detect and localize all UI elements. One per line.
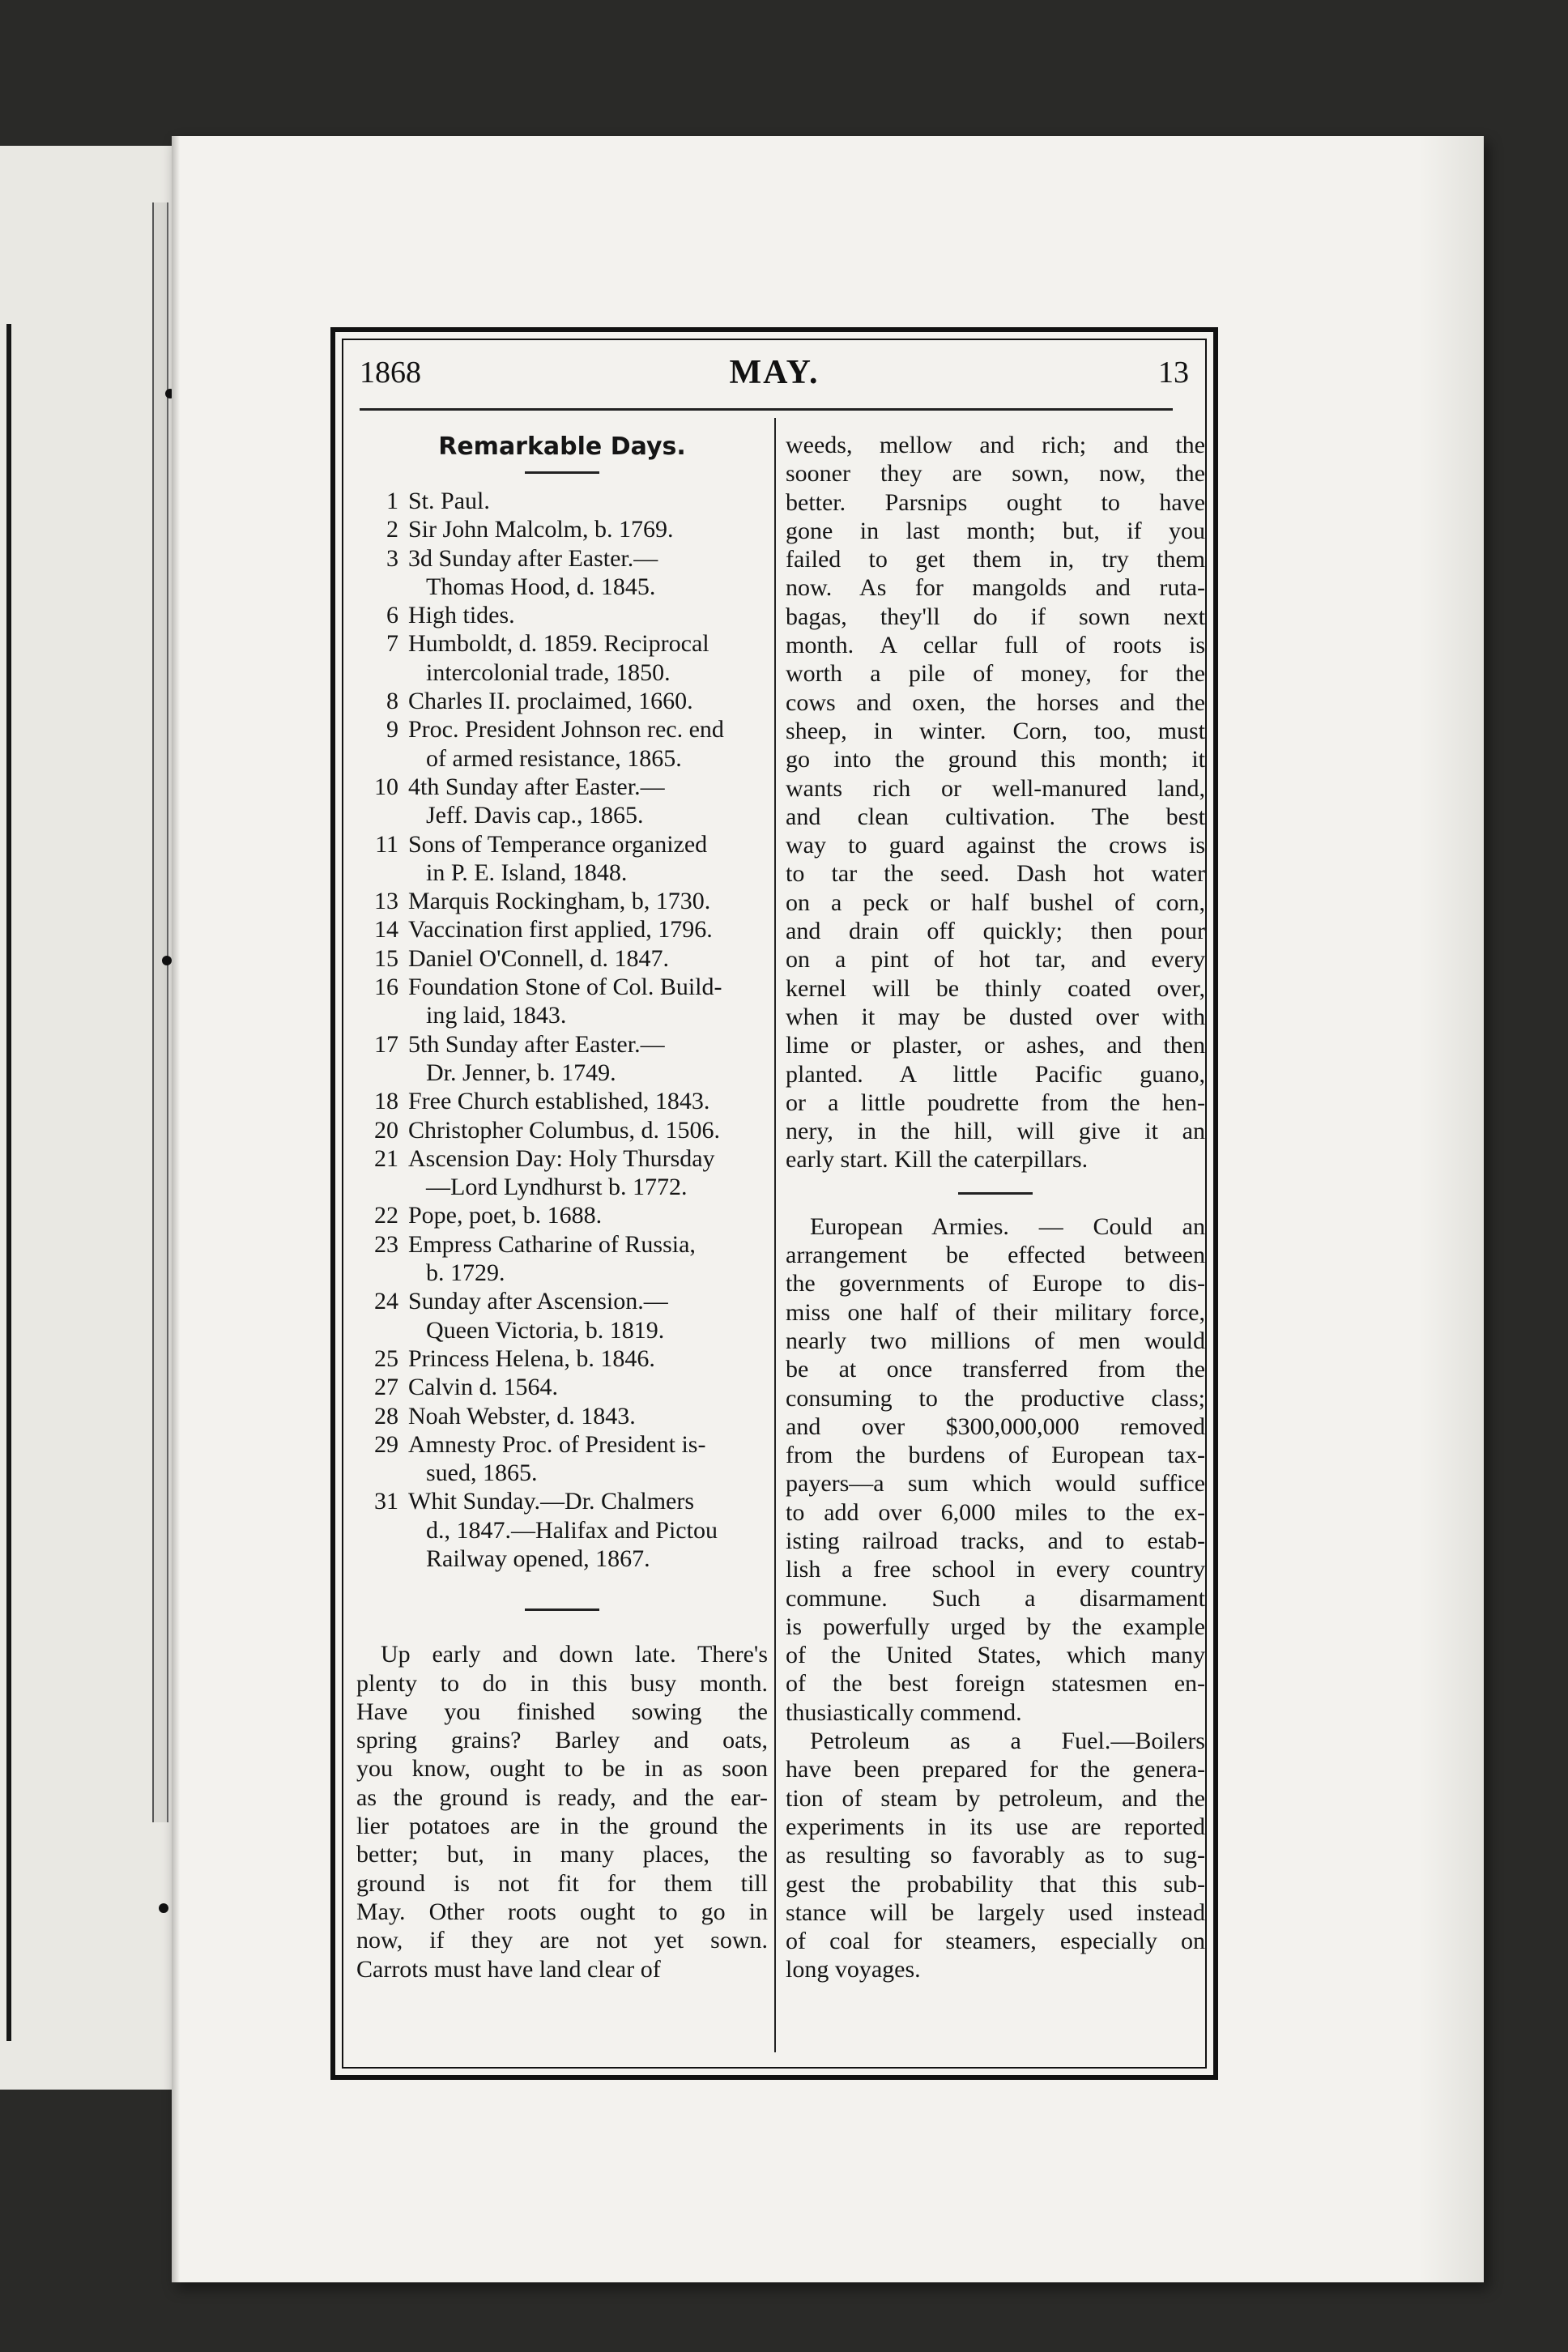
right-column	[786, 431, 1205, 1984]
text-line: early start. Kill the caterpillars.	[786, 1146, 1089, 1174]
day-event	[408, 1487, 768, 1573]
day-number: 21	[374, 1144, 398, 1172]
day-number: 15	[374, 944, 398, 972]
text-line: better; but, in many places, the	[356, 1841, 768, 1868]
text-line: isting railroad tracks, and to estab-	[786, 1527, 1205, 1554]
text-line: be at once transferred from the	[786, 1356, 1205, 1383]
header-rule	[360, 408, 1173, 411]
day-event	[408, 1402, 768, 1430]
day-event	[408, 1144, 768, 1202]
remarkable-day-entry	[356, 1201, 768, 1229]
day-event-line: Pope, poet, b. 1688.	[408, 1202, 603, 1229]
text-line: and over $300,000,000 removed	[786, 1412, 1205, 1440]
remarkable-days-title: Remarkable Days.	[438, 432, 686, 461]
day-event-line: Noah Webster, d. 1843.	[408, 1402, 636, 1430]
day-event	[408, 830, 768, 888]
remarkable-day-entry	[356, 487, 768, 515]
day-number: 10	[374, 773, 398, 800]
text-frame-inner-border	[342, 339, 1207, 2069]
day-event	[408, 1030, 768, 1088]
day-event-line: Charles II. proclaimed, 1660.	[408, 688, 693, 715]
text-line: planted. A little Pacific guano,	[786, 1060, 1205, 1088]
remarkable-day-entry	[356, 830, 768, 888]
remarkable-days-list	[356, 487, 768, 1573]
day-event-line: Free Church established, 1843.	[408, 1088, 710, 1115]
text-line: tion of steam by petroleum, and the	[786, 1784, 1205, 1812]
day-event-line: of armed resistance, 1865.	[426, 744, 682, 772]
day-number: 25	[374, 1344, 398, 1372]
text-line: commune. Such a disarmament	[786, 1584, 1205, 1612]
day-event	[408, 1287, 768, 1344]
text-line: now. As for mangolds and ruta-	[786, 574, 1205, 602]
remarkable-day-entry	[356, 629, 768, 687]
day-event	[408, 687, 768, 715]
day-number: 22	[374, 1202, 398, 1229]
section-rule	[525, 471, 599, 474]
remarkable-day-entry	[356, 515, 768, 543]
day-number: 24	[374, 1288, 398, 1315]
day-event-line: Whit Sunday.—Dr. Chalmers	[408, 1488, 695, 1515]
european-armies-paragraph	[786, 1212, 1205, 1727]
day-event-line: d., 1847.—Halifax and Pictou	[426, 1516, 718, 1544]
day-number: 3	[386, 544, 398, 572]
day-event-line: b. 1729.	[426, 1259, 505, 1287]
text-line: of coal for steamers, especially on	[786, 1928, 1205, 1955]
text-line: the governments of Europe to dis-	[786, 1270, 1205, 1297]
day-event-line: Ascension Day: Holy Thursday	[408, 1144, 715, 1172]
page-header	[360, 352, 1189, 395]
text-line: worth a pile of money, for the	[786, 660, 1205, 688]
day-number: 8	[386, 688, 398, 715]
remarkable-day-entry	[356, 1144, 768, 1202]
text-line: on a pint of hot tar, and every	[786, 946, 1205, 974]
remarkable-day-entry	[356, 1287, 768, 1344]
text-line: to add over 6,000 miles to the ex-	[786, 1498, 1205, 1526]
day-event	[408, 1344, 768, 1373]
day-event-line: Daniel O'Connell, d. 1847.	[408, 944, 670, 972]
text-line: as resulting so favorably as to sug-	[786, 1842, 1205, 1869]
header-month: MAY.	[729, 354, 820, 391]
day-event	[408, 1373, 768, 1401]
day-event	[408, 915, 768, 944]
left-page-border-line	[6, 324, 11, 2041]
day-number: 9	[386, 716, 398, 744]
day-event	[408, 715, 768, 773]
day-number: 31	[374, 1488, 398, 1515]
text-line: wants rich or well-manured land,	[786, 774, 1205, 802]
day-event	[408, 973, 768, 1030]
text-line: European Armies. — Could an	[810, 1212, 1205, 1240]
farming-note	[356, 1640, 768, 1983]
text-line: way to guard against the crows is	[786, 832, 1205, 859]
day-event-line: Calvin d. 1564.	[408, 1374, 558, 1401]
day-event-line: 5th Sunday after Easter.—	[408, 1030, 665, 1058]
day-number: 13	[374, 888, 398, 915]
day-number: 1	[386, 488, 398, 514]
day-event-line: Amnesty Proc. of President is-	[408, 1430, 706, 1458]
text-line: failed to get them in, try them	[786, 546, 1205, 573]
text-line: nery, in the hill, will give it an	[786, 1118, 1205, 1145]
text-line: stance will be largely used instead	[786, 1898, 1205, 1926]
day-number: 11	[375, 830, 398, 858]
text-line: you know, ought to be in as soon	[356, 1755, 768, 1783]
section-rule	[958, 1192, 1033, 1195]
day-event-line: Foundation Stone of Col. Build-	[408, 974, 722, 1001]
day-event	[408, 887, 768, 915]
day-number: 16	[374, 974, 398, 1001]
remarkable-day-entry	[356, 1430, 768, 1488]
binding-stitch	[152, 202, 168, 1822]
text-line: ground is not fit for them till	[356, 1869, 768, 1897]
text-line: thusiastically commend.	[786, 1698, 1022, 1726]
text-line: and clean cultivation. The best	[786, 803, 1205, 830]
day-event	[408, 1116, 768, 1144]
text-line: kernel will be thinly coated over,	[786, 974, 1205, 1002]
day-event	[408, 515, 768, 543]
section-rule	[525, 1608, 599, 1611]
text-line: spring grains? Barley and oats,	[356, 1727, 768, 1754]
remarkable-day-entry	[356, 944, 768, 973]
text-line: lish a free school in every country	[786, 1556, 1205, 1583]
day-event-line: High tides.	[408, 602, 515, 629]
remarkable-day-entry	[356, 973, 768, 1030]
day-number: 28	[374, 1402, 398, 1430]
remarkable-day-entry	[356, 1230, 768, 1288]
remarkable-day-entry	[356, 1373, 768, 1401]
text-line: from the burdens of European tax-	[786, 1442, 1205, 1469]
remarkable-day-entry	[356, 887, 768, 915]
day-event-line: Princess Helena, b. 1846.	[408, 1344, 655, 1372]
remarkable-day-entry	[356, 1087, 768, 1115]
binding-hole-mark	[159, 1903, 168, 1913]
day-event-line: intercolonial trade, 1850.	[426, 658, 671, 686]
day-number: 23	[374, 1230, 398, 1258]
text-line: and drain off quickly; then pour	[786, 918, 1205, 945]
day-event-line: Sunday after Ascension.—	[408, 1288, 668, 1315]
remarkable-day-entry	[356, 1402, 768, 1430]
text-line: or a little poudrette from the hen-	[786, 1089, 1205, 1116]
almanac-page	[172, 136, 1484, 2282]
text-line: experiments in its use are reported	[786, 1813, 1205, 1840]
day-event-line: ing laid, 1843.	[426, 1002, 567, 1029]
text-line: is powerfully urged by the example	[786, 1613, 1205, 1640]
text-line: gone in last month; but, if you	[786, 517, 1205, 544]
day-number: 17	[374, 1030, 398, 1058]
petroleum-fuel-paragraph	[786, 1727, 1205, 1984]
day-number: 20	[374, 1116, 398, 1144]
day-event-line: —Lord Lyndhurst b. 1772.	[426, 1174, 688, 1201]
day-event-line: Marquis Rockingham, b, 1730.	[408, 888, 711, 915]
text-line: Have you finished sowing the	[356, 1698, 768, 1725]
day-number: 14	[374, 916, 398, 944]
text-line: Up early and down late. There's	[381, 1641, 768, 1668]
day-number: 7	[386, 630, 398, 658]
text-line: month. A cellar full of roots is	[786, 632, 1205, 659]
day-number: 18	[374, 1088, 398, 1115]
text-line: arrangement be effected between	[786, 1242, 1205, 1269]
text-line: now, if they are not yet sown.	[356, 1927, 768, 1954]
day-event	[408, 629, 768, 687]
text-line: consuming to the productive class;	[786, 1384, 1205, 1412]
text-line: plenty to do in this busy month.	[356, 1669, 768, 1697]
day-event-line: in P. E. Island, 1848.	[426, 859, 628, 886]
text-line: May. Other roots ought to go in	[356, 1898, 768, 1925]
day-event-line: Sir John Malcolm, b. 1769.	[408, 516, 674, 543]
day-event-line: Humboldt, d. 1859. Reciprocal	[408, 630, 709, 658]
day-event-line: Dr. Jenner, b. 1749.	[426, 1059, 616, 1086]
day-number: 27	[374, 1374, 398, 1401]
text-line: of the United States, which many	[786, 1642, 1205, 1669]
day-event-line: Railway opened, 1867.	[426, 1545, 650, 1572]
farming-note-continued	[786, 431, 1205, 1174]
day-event	[408, 1230, 768, 1288]
text-line: of the best foreign statesmen en-	[786, 1670, 1205, 1698]
day-event	[408, 1087, 768, 1115]
day-event	[408, 773, 768, 830]
page-edge-shadow	[1419, 136, 1484, 2282]
day-event-line: Sons of Temperance organized	[408, 830, 708, 858]
text-line: miss one half of their military force,	[786, 1298, 1205, 1326]
remarkable-day-entry	[356, 715, 768, 773]
header-year: 1868	[360, 356, 421, 390]
text-frame	[330, 327, 1218, 2080]
day-event-line: Jeff. Davis cap., 1865.	[426, 802, 644, 829]
text-line: when it may be dusted over with	[786, 1003, 1205, 1030]
text-line: payers—a sum which would suffice	[786, 1470, 1205, 1498]
day-event-line: Queen Victoria, b. 1819.	[426, 1316, 665, 1344]
day-event	[408, 601, 768, 629]
text-line: bagas, they'll do if sown next	[786, 603, 1205, 630]
day-event-line: 3d Sunday after Easter.—	[408, 544, 658, 572]
text-line: cows and oxen, the horses and the	[786, 688, 1205, 716]
day-event-line: Empress Catharine of Russia,	[408, 1230, 696, 1258]
day-event-line: 4th Sunday after Easter.—	[408, 773, 665, 800]
text-line: as the ground is ready, and the ear-	[356, 1783, 768, 1811]
remarkable-day-entry	[356, 773, 768, 830]
text-line: lier potatoes are in the ground the	[356, 1813, 768, 1840]
day-event	[408, 487, 768, 515]
text-line: nearly two millions of men would	[786, 1327, 1205, 1354]
remarkable-day-entry	[356, 1344, 768, 1373]
day-number: 6	[386, 602, 398, 629]
day-event-line: Thomas Hood, d. 1845.	[426, 573, 656, 600]
text-line: lime or plaster, or ashes, and then	[786, 1032, 1205, 1059]
text-line: Carrots must have land clear of	[356, 1955, 661, 1983]
binding-hole-mark	[162, 956, 172, 965]
text-line: sheep, in winter. Corn, too, must	[786, 717, 1205, 744]
day-event-line: St. Paul.	[408, 488, 490, 514]
text-line: gest the probability that this sub-	[786, 1870, 1205, 1898]
header-page-number: 13	[1158, 356, 1189, 390]
day-number: 29	[374, 1430, 398, 1458]
text-line: Petroleum as a Fuel.—Boilers	[810, 1728, 1205, 1755]
text-line: have been prepared for the genera-	[786, 1756, 1205, 1783]
day-event-line: sued, 1865.	[426, 1459, 538, 1487]
day-event	[408, 1430, 768, 1488]
day-event	[408, 544, 768, 602]
remarkable-day-entry	[356, 915, 768, 944]
text-line: long voyages.	[786, 1956, 921, 1983]
remarkable-day-entry	[356, 1116, 768, 1144]
text-line: weeds, mellow and rich; and the	[786, 432, 1205, 458]
day-event-line: Proc. President Johnson rec. end	[408, 716, 724, 744]
remarkable-day-entry	[356, 544, 768, 602]
text-line: to tar the seed. Dash hot water	[786, 860, 1205, 888]
remarkable-day-entry	[356, 1487, 768, 1573]
text-line: on a peck or half bushel of corn,	[786, 888, 1205, 916]
remarkable-day-entry	[356, 1030, 768, 1088]
day-event	[408, 944, 768, 973]
text-line: sooner they are sown, now, the	[786, 460, 1205, 488]
left-column	[356, 431, 768, 1983]
text-line: better. Parsnips ought to have	[786, 488, 1205, 516]
day-event-line: Christopher Columbus, d. 1506.	[408, 1116, 721, 1144]
day-event-line: Vaccination first applied, 1796.	[408, 916, 713, 944]
day-number: 2	[386, 516, 398, 543]
text-line: go into the ground this month; it	[786, 746, 1205, 773]
column-divider	[774, 418, 776, 2052]
day-event	[408, 1201, 768, 1229]
remarkable-day-entry	[356, 601, 768, 629]
remarkable-day-entry	[356, 687, 768, 715]
